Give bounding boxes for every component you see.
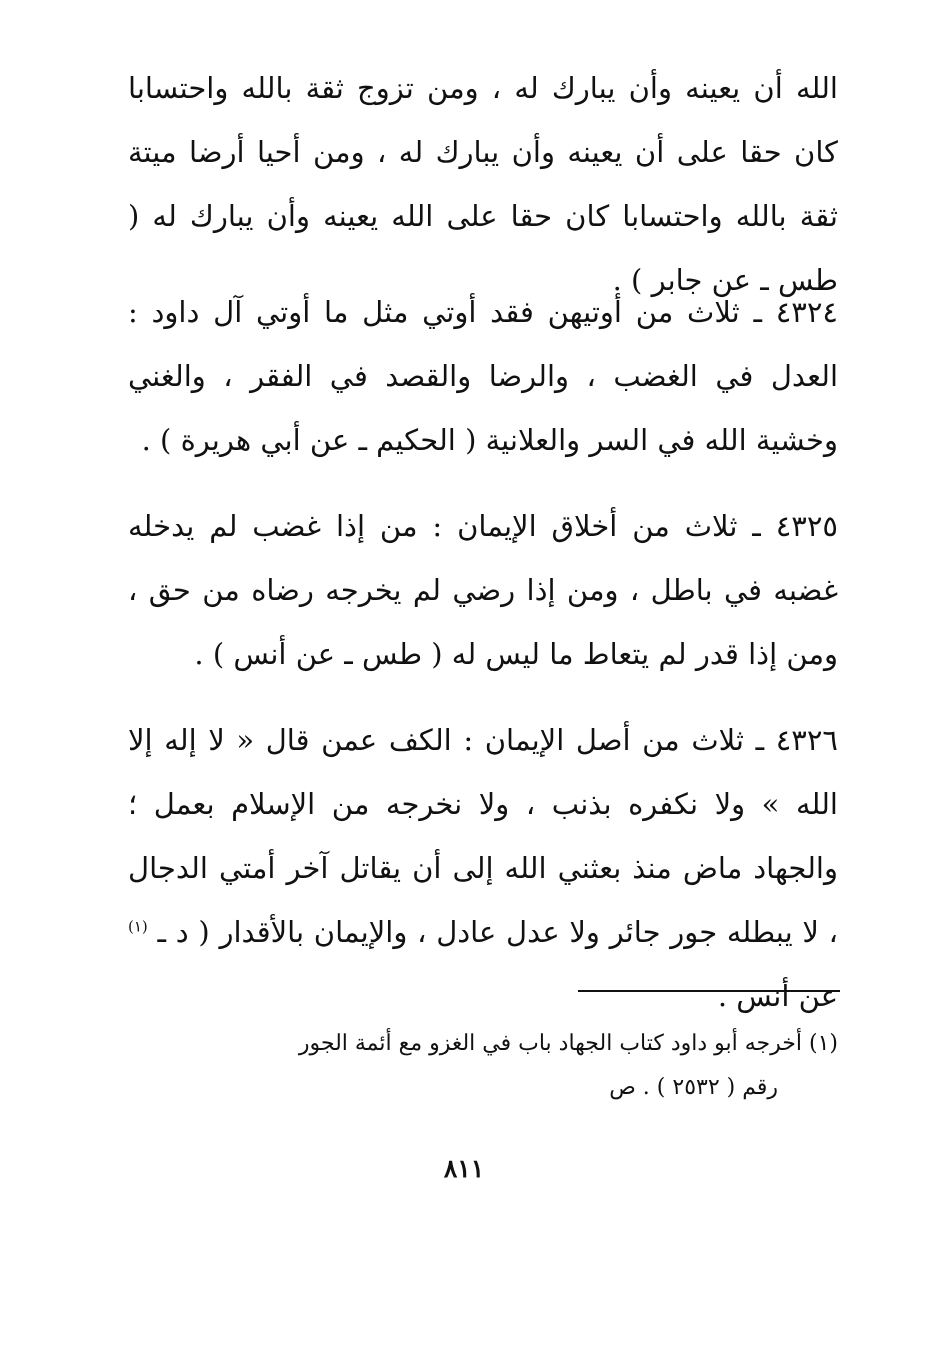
footnote-line-2: رقم ( ٢٥٣٢ ) . ص — [609, 1075, 778, 1100]
page-number: ٨١١ — [443, 1154, 485, 1183]
paragraph-text: ٤٣٢٤ ـ ثلاث من أوتيهن فقد أوتي مثل ما أوتي آل داود : العدل في الغضب ، والرضا والقصد في الفقر ، والغني وخشية الله في السر والعلانية ( الحكيم ـ عن أبي هريرة ) . — [128, 295, 838, 457]
hadith-4325 — [128, 494, 838, 686]
paragraph-text — [128, 708, 838, 1028]
footnote-reference-mark[interactable]: (١) — [128, 917, 148, 936]
paragraph-text-after-mark: عن أنس . — [717, 979, 838, 1013]
paragraph-text: ٤٣٢٥ ـ ثلاث من أخلاق الإيمان : من إذا غضب لم يدخله غضبه في باطل ، ومن إذا رضي لم يخرجه رضاه من حق ، ومن إذا قدر لم يتعاط ما ليس له ( طس ـ عن أنس ) . — [128, 509, 838, 671]
footnote-divider — [578, 990, 840, 992]
paragraph-text-before-mark: ٤٣٢٦ ـ ثلاث من أصل الإيمان : الكف عمن قال « لا إله إلا الله » ولا نكفره بذنب ، ولا نخرجه من الإسلام بعمل ؛ والجهاد ماض منذ بعثني الله إلى أن يقاتل آخر أمتي الدجال ، لا يبطله جور جائر ولا عدل عادل ، والإيمان بالأقدار ( د ـ — [128, 723, 839, 949]
hadith-4324 — [128, 280, 838, 472]
footnote — [128, 1022, 838, 1110]
hadith-4326 — [128, 708, 838, 1028]
paragraph-text: الله أن يعينه وأن يبارك له ، ومن تزوج ثقة بالله واحتسابا كان حقا على أن يعينه وأن يبارك له ، ومن أحيا أرضا ميتة ثقة بالله واحتسابا كان حقا على الله يعينه وأن يبارك له ( طس ـ عن جابر ) . — [128, 71, 838, 297]
footnote-line-1: (١) أخرجه أبو داود كتاب الجهاد باب في الغزو مع أئمة الجور — [298, 1031, 838, 1056]
paragraph-continuation — [128, 56, 838, 312]
